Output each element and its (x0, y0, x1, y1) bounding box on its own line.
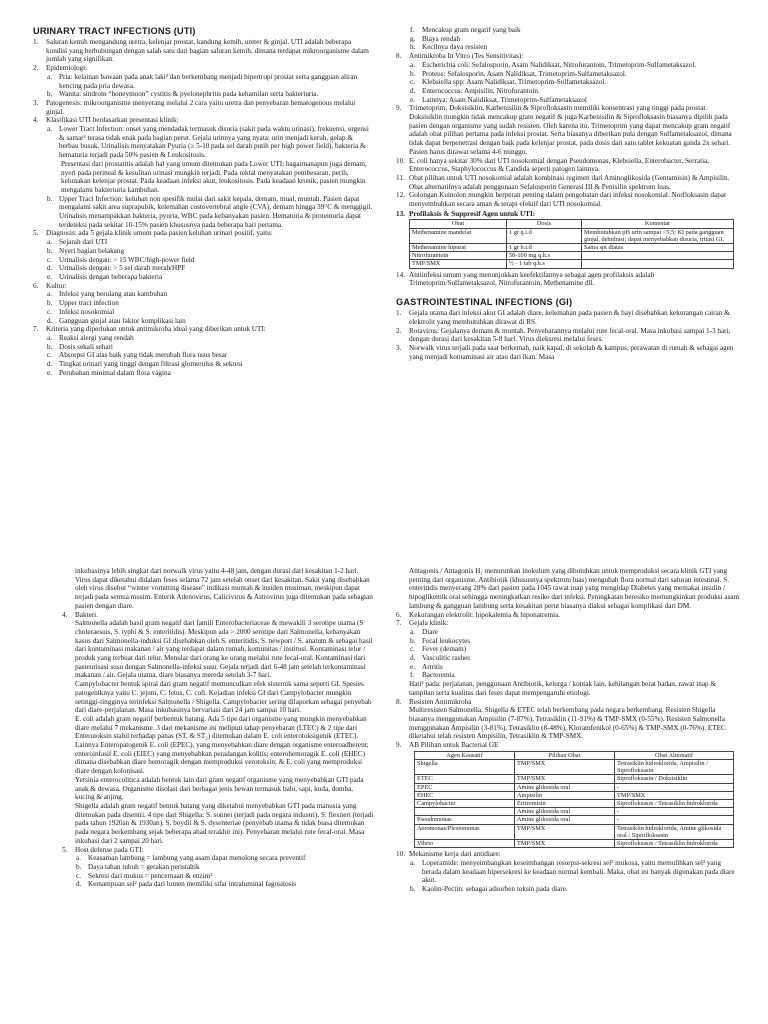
list-text: Enterococcus: Ampisilin, Nitrofurantoin. (422, 86, 540, 95)
list-text: Gejala utama dari infeksi akut GI adalah diare, kelemahan pada pasien & bayi disebabkan kekurangan cairan & elektrolit yang membutuhkan dirawat di RS. (409, 309, 730, 326)
list-text: Golongan Kuinolon mungkin berperan penting dalam pengobatan dari infeksi nosokomial. Norfloksasin dapat menyembuhkan secara aman & terapi efektif dari UTI nosokomial. (409, 191, 726, 209)
list-marker: 9. (396, 741, 402, 750)
list-marker: a. (47, 333, 52, 342)
table-row (415, 808, 734, 816)
list-marker: a. (410, 60, 415, 69)
list-text: Fecal leukocytes (422, 636, 471, 645)
table-cell: 50-100 mg q.h.s (507, 252, 582, 260)
list-item (396, 78, 741, 87)
list-text: Nyeri bagian belakang (59, 246, 125, 255)
list-marker: b. (76, 862, 82, 871)
list-item (33, 325, 373, 334)
list-marker: a. (47, 125, 52, 134)
list-text: Lainnya: Asam Nalidiksat, Trimetoprim-Sulfametaksazol (422, 95, 587, 104)
list-marker: b. (47, 90, 53, 99)
list-item (396, 611, 741, 620)
uti-list-continued (396, 26, 741, 209)
list-item (33, 273, 373, 282)
list-text: Proteus: Sefalosporin, Asam Nalidiksat, Trimetoprim-Sulfametaksazol. (422, 69, 627, 78)
table-row (410, 260, 734, 268)
list-marker: 11. (396, 173, 405, 182)
table-cell: EHEC (415, 791, 515, 799)
list-item (33, 360, 373, 369)
list-item (33, 369, 373, 378)
list-marker: 1. (33, 38, 39, 46)
list-text: Fever (demam) (422, 645, 467, 654)
table-cell: TMP/SMX (410, 260, 507, 268)
list-text: Dosis sekali sehari (59, 342, 113, 351)
list-item (396, 96, 741, 105)
list-marker: b. (47, 194, 53, 203)
prophylaxis-heading: 13. Profilaksis & Suppresif Agen untuk UTI: (396, 209, 536, 218)
table-cell: 1 gr b.i.d (507, 244, 582, 252)
table-cell: Shigella (415, 759, 515, 774)
table-cell: Eritromisin (515, 799, 615, 807)
table-row (415, 775, 734, 783)
list-text: Kultur: (46, 281, 67, 290)
list-marker: 3. (396, 343, 402, 352)
list-item (33, 38, 373, 64)
table-header: Dosis (507, 220, 582, 228)
list-marker: 1. (396, 309, 402, 318)
list-item: 14. Antiinfeksi umum yang menunjukkan keefektifannya sebagai agen profilaksis adalah Trimetoprim/Sulfametaksazol, Nitrofurantoin, Methenamine dll. (396, 270, 655, 288)
list-marker: a. (47, 238, 52, 247)
paragraph: Campylobacter bentuk spiral dari gram negatif memunculkan efek sistemik sama seperti GI. Spesies patogeniknya yaitu C. jejuni, C. fetus, C. coli. Kejadian infeksi GI dari Campylobacter mungkin setinggi-tingginya terinfeksi Salmonella / Shigella. Campylobacter sering dilaporkan sebagai penyebab dari diare-perjalanan. Masa inkubasinya bervariasi dari 24 jam sampai 10 hari. (75, 680, 372, 715)
list-marker: a. (410, 858, 415, 867)
table-cell: Campylobacter (415, 799, 515, 807)
list-item (396, 157, 741, 174)
table-cell: Methenamine hipurat (410, 244, 507, 252)
list-marker: 6. (33, 281, 39, 290)
table-cell: TMP/SMX (615, 791, 734, 799)
list-text: Epidemiologi: (46, 64, 88, 73)
table-cell: Tetrasiklin hidroklorida, Amine glikosida oral / Siprofloksasin (615, 824, 734, 839)
table-header: Komentar (582, 220, 734, 228)
list-item (396, 61, 741, 70)
list-text: Daya tahan tubuh = gerakan peristaltik (88, 862, 200, 871)
table-cell (582, 260, 734, 268)
list-marker: b. (410, 69, 416, 78)
list-marker: 10. (396, 850, 405, 859)
list-marker: c. (410, 78, 415, 87)
table-cell: Siprofloksasin / Tetrasiklin hidroklorida (615, 840, 734, 848)
list-item (62, 872, 374, 881)
list-marker: 4. (62, 610, 68, 619)
table-cell: Amine glikosida oral (515, 783, 615, 791)
list-marker: d. (76, 880, 82, 889)
list-item (33, 351, 373, 360)
antidiarrhea-list (396, 850, 741, 894)
list-marker: 5. (62, 845, 68, 854)
list-text: Upper Tract Infection: keluhan non spesifik mulai dari sakit kepala, demam, mual, muntah. Pasien dapat mengalami sakit area suprapubik, kelemahan costovertebral angle (CVA), demam hingga 39°C & menggigil. Urinalisis menampakkan bakteria, pyuria, WBC pada kebanyakan pasien. Hematuria & proteinuria dapat terdeteksi pada sekitar 10-15% pasien khususnya pada beberapa hari pertama. (59, 194, 373, 229)
list-marker: d. (47, 360, 53, 369)
list-item (396, 698, 741, 707)
list-item (396, 104, 741, 156)
list-text: Gangguan ginjal atau faktor komplikasi lain (59, 316, 186, 325)
table-row (415, 783, 734, 791)
list-item (396, 663, 741, 672)
list-marker: b. (47, 299, 53, 308)
paragraph: inkubasinya lebih singkat dari norwalk virus yaitu 4-48 jam, dengan durasi dari kesakitan 1-2 hari. Virus dapat diketahui didalam feses selama 72 jam setelah onset dari kesakitan. Sakit yang disebabkan oleh virus disebut “winter vomitting disease” indikasi muntah & insiden musiman, meskipun dapat terjadi pada semua musim. Enterik Adenovirus, Calicivirus & Astrovirus juga ditemukan pada sebagian pasien dengan diare. (75, 567, 373, 610)
paragraph: Salmonella adalah basil gram negatif dari famili Enterobacteriaceae & mewakili 3 serotipe utama (S choleraesuis, S. typhi & S. enteritidis). Meskipun ada > 2000 serotipe dari Salmonella, kebanyakan kasus dari Salmonella-induksi GI disebabkan oleh S. enteritidis, S. newport / S. anatum & sebagai hasil dari kontaminasi makanan / air yang terdapat dalam rumah, komunitas / institusi. Kontaminasi telur / produk yang terbuat dari telur. Menular dari orang ke orang melalui rute fecal-oral. Kontaminasi dari pasteurisasi susu dengan Salmonella-infeksi susu. Gejala terjadi dari 6-48 jam setelah terkontaminasi makanan / air. Gejala utama, diare biasanya mereda setelah 3-7 hari. (75, 619, 373, 680)
antibiotic-table (414, 751, 734, 848)
list-marker: 4. (33, 116, 39, 125)
paragraph: Hati² pada: perjalanan, penggunaan Antibiotik, kelurga / kontak lain, kehilangan berat badan, rawat inap & tampilan serta kualitas dari feses dapat mempengaruhi etiologi. (409, 680, 716, 697)
list-text: Pria: kelainan bawaan pada anak laki² dan berkembang menjadi hipertropi prostat serta gangguan aliran kencing pada pria dewasa. (59, 72, 358, 90)
gi-list-continued (62, 567, 374, 889)
list-item (62, 863, 374, 872)
list-marker: b. (47, 342, 53, 351)
table-row (415, 840, 734, 848)
list-marker: 6. (396, 610, 402, 619)
list-marker: 9. (396, 104, 402, 113)
list-text: Kaolin-Pectin: sebagai adsorben toksin pada diare. (422, 885, 568, 894)
list-marker: 7. (33, 325, 39, 334)
list-marker: 2. (33, 64, 39, 73)
list-text: Keasaman lambung = lambung yang asam dapat menolong secara preventif (88, 854, 306, 863)
list-item (33, 299, 373, 308)
list-marker: 10. (396, 156, 405, 165)
list-text: Diagnosis: ada 5 gejala klinik umum pada pasien keluhan urinari positif, yaitu: (46, 229, 273, 238)
list-text: Mekanisme kerja dari antidiare: (409, 850, 501, 859)
column-uti (33, 26, 373, 518)
list-item (33, 125, 373, 160)
list-item (396, 654, 741, 663)
list-text: Bacteremia (422, 671, 455, 680)
list-item (33, 343, 373, 352)
list-item (33, 64, 373, 73)
list-item (396, 637, 741, 646)
gi-list (396, 309, 741, 361)
list-marker: c. (76, 871, 81, 880)
list-marker: e. (47, 368, 52, 377)
list-text: E. coli hanya sekitar 30% dari UTI nosokomial dengan Pseudomonas, Klebsiella, Enterobacter, Serratia, Enterococcus, Staphylococcus & Candida seperti patogen lainnya. (409, 156, 710, 174)
paragraph: Shigella adalah gram negatif bentuk batang yang diketahui menyebabkan GTI pada manusia yang ditemukan pada disentri. 4 tipe dari Shigella: S. sonnei (terjadi pada negara industri), S. flexneri (terjadi pada tahun 1920an & 1930an), S. boydii & S. dysenteriae (penyebab utama & tidak biasa ditemukan pada negara berkembang sejak beberapa abad terakhir ini). Penyebaran melalui rute fecal-oral. Masa inkubasi dari 2 sampai 20 hari. (75, 801, 374, 845)
table-cell: Aeromonas/Plesiomonas (415, 824, 515, 839)
list-text: Gejala klinik: (409, 619, 449, 628)
list-item (396, 741, 741, 750)
paragraph: Antagonis / Antagonis H₂ menurunkan inokulum yang dibutuhkan untuk memproduksi secara klinik GTI yang penting dari organisme. Antibiotik (khususnya spektrum luas) mengubah flora normal dari saluran intestinal. S. enteritidis menyerang 28% dari pasien pada 1045 rawat inap yang mengidap Diabetes yang memakai insulin / hipoglikemik oral sehingga meningkatkan resiko dari infeksi. Peningkatan beresiko memungkinkan produksi asam lambung & gangguan lambung serta kesakitan perut biasanya diakui sebagai komplikasi dari DM. (409, 567, 740, 610)
prophylaxis-table (409, 219, 734, 268)
table-cell: Vibrio (415, 840, 515, 848)
table-cell: Amine glikosida oral (515, 816, 615, 824)
paragraph: Presentasi dari prostatitis adalah hal yang umum ditemukan pada Lower UTI; bagaimanapun juga demam, nyeri pada perineal & kesulitan urinasi mungkin terjadi. Pada rektal menyatakan pembesaran, perih, kelunakan kelenjar prostat. Pada keadaan infeksi akut, leukositosis. Pada keadaan kronik, pasien mungkin mengalami bakteriuria kambuhan. (61, 159, 367, 194)
list-item (396, 35, 741, 44)
list-text: Kecilnya daya resisten (422, 43, 488, 52)
column-gi-treatment (396, 567, 741, 1017)
list-text: Rotavirus: Gejalanya demam & muntah. Penyebarannya melalui rute fecal-oral. Masa inkubasi sampai 1-3 hari, dengan durasi dari kesakitan 5-8 hari. Virus dieksresi melalui feses. (409, 326, 731, 344)
table-row (410, 252, 734, 260)
list-text: Sekresi dari mukus = pencernaan & enzim² (88, 871, 213, 880)
list-marker: d. (410, 654, 416, 663)
list-text: Urinalisis dengan: > 5 sel darah merah/HPF (59, 264, 186, 273)
list-text: Norwalk virus terjadi pada saat berkemah, naik kapal, di sekolah & kampus, perawatan di rumah & sebagai agen yang menjadi kontaminasi air atau dari ikan. Masa (409, 343, 734, 361)
list-text: Infeksi nosokomial (59, 307, 115, 316)
list-marker: g. (410, 34, 416, 43)
list-text: Resisten Antimikroba (409, 697, 472, 706)
list-marker: d. (47, 316, 53, 325)
list-marker: e. (410, 662, 415, 671)
list-marker: b. (410, 885, 416, 894)
table-cell: TMP/SMX (515, 840, 615, 848)
list-item (396, 191, 741, 208)
list-item (396, 70, 741, 79)
table-cell (415, 808, 515, 816)
list-item (33, 317, 373, 326)
list-item (396, 628, 741, 637)
list-text: Antimikroba In Vitro (Tes Sensitivitas): (409, 52, 524, 61)
table-cell: - (615, 808, 734, 816)
list-text: Wanita: sindrom “honeymoon” cystitis & pyelonephritis pada kehamilan serta bakteriuria. (59, 90, 319, 99)
table-cell: Siprofloksasin / Tetrasiklin hidroklorida (615, 799, 734, 807)
list-item (33, 308, 373, 317)
table-header: Agen Kausatif (415, 751, 515, 759)
list-text: Diare (422, 627, 438, 636)
table-cell: TMP/SMX (515, 759, 615, 774)
list-text: Klebsiella spp: Asam Nalidiksat, Trimetoprim-Sulfametaksazol. (422, 78, 607, 87)
list-text: Urinalisis dengan: > 15 WBC/high-power field (59, 255, 195, 264)
list-marker: a. (47, 72, 52, 81)
list-text: Sejarah dari UTI (59, 238, 108, 247)
list-marker: a. (410, 627, 415, 636)
uti-list (33, 38, 373, 377)
gi-list-continued-2 (396, 567, 741, 750)
list-item (33, 256, 373, 265)
paragraph: E. coli adalah gram negatif berbentuk batang. Ada 5 tipe dari organisme yang mungkin menyebabkan diare melalui 7 mekanisme. 3 dari mekanisme ini meliputi tahap penyebaran (LTEC) & 2 tipe dari Enterotoksin stabil terhadap panas (ST, & ST₂) ditemukan dalam E. coli enterotoksigenik (ETEC). Lainnya Enteropatogenik E. coli (EPEC), yang menyebabkan diare dengan organisme enteroadherent; enteroinfasif E. coli (EIEC) yang menyebabkan peradangan kolitis; enterohemoragik E. coli (EHEC) dimana disebabkan diare hemoragik dengan memproduksi verotoksin; & E. coli yang memproduksi diare dengan kolonisasi. (75, 714, 369, 776)
list-item (396, 645, 741, 654)
uti-heading: URINARY TRACT INFECTIONS (UTI) (33, 26, 196, 36)
table-row (415, 759, 734, 774)
list-item (33, 229, 373, 238)
list-item (396, 26, 741, 35)
list-text: Patogenesis: mikroorganisme menyerang melalui 2 cara yaitu uretra dan penyebaran hematogenous melalui ginjal. (46, 98, 356, 116)
list-marker: 3. (33, 98, 39, 107)
list-text: Host defense pada GTI: (75, 845, 144, 854)
list-marker: d. (47, 264, 53, 273)
list-item (396, 859, 741, 885)
list-text: Absorpsi GI atas baik yang tidak merubah flora usus besar (59, 351, 228, 360)
list-item (62, 846, 374, 855)
list-text: Tingkat urinari yang tinggi dengan filtrasi glomerulus & sekresi (59, 360, 243, 369)
list-text: Reaksi alergi yang rendah (59, 333, 134, 342)
list-text: Artritis (422, 662, 443, 671)
list-item (33, 290, 373, 299)
list-item (396, 327, 741, 344)
list-item (33, 90, 373, 99)
table-row (415, 816, 734, 824)
table-cell: - (615, 816, 734, 824)
list-text: AB Pilihan untuk Bacterial GE (409, 741, 499, 750)
list-marker: c. (47, 307, 52, 316)
table-row (415, 791, 734, 799)
table-cell: Amine glikosida oral (515, 808, 615, 816)
list-text: Klasifikasi UTI berdasarkan presentasi klinik: (46, 116, 179, 125)
table-row (410, 228, 734, 243)
list-text: Saluran kemih mengandung uretra, kelenjar prostat, kandung kemih, ureter & ginjal. UTI adalah beberapa kondisi yang berhubungan dengan salah satu dari bagian saluran kemih, dimana terdapat mikroorganisme dalam jumlah yang signifikan. (46, 38, 369, 64)
list-item (33, 116, 373, 125)
list-marker: c. (47, 255, 52, 264)
table-cell: TMP/SMX (515, 824, 615, 839)
list-item (396, 309, 741, 326)
list-item (396, 43, 741, 52)
list-item (396, 344, 741, 361)
table-cell: Pseudomonas (415, 816, 515, 824)
table-cell: - (615, 783, 734, 791)
table-cell: TMP/SMX (515, 775, 615, 783)
list-item (33, 238, 373, 247)
list-text: Urinalisis dengan beberapa bakteria (59, 272, 163, 281)
list-text: Biaya rendah (422, 34, 461, 43)
list-text: Infeksi yang berulang atau kambuhan (59, 290, 168, 299)
table-cell: Nitrofurantoin (410, 252, 507, 260)
table-row (415, 799, 734, 807)
list-item (396, 619, 741, 628)
table-cell: ETEC (415, 775, 515, 783)
list-marker: 12. (396, 191, 405, 200)
list-marker: f. (410, 26, 415, 34)
list-item (396, 174, 741, 191)
list-item (62, 611, 374, 620)
list-item (396, 87, 741, 96)
list-marker: e. (410, 95, 415, 104)
list-marker: d. (410, 86, 416, 95)
table-cell: Siprofloksasin / Doksisiklin (615, 775, 734, 783)
list-text: Obat pilihan untuk UTI nosokomial adalah kombinasi regimen dari Aminoglikosida (Gentamisin) & Ampisilin. Obat alternatifnya adalah penggunaan Sefalosporin Generasi III & Penisilin spektrum luas. (409, 173, 730, 191)
list-text: Bakteri. (75, 610, 98, 619)
list-marker: c. (47, 351, 52, 360)
list-item (33, 99, 373, 116)
list-marker: 8. (396, 52, 402, 61)
table-cell: Ampisilin (515, 791, 615, 799)
list-text: Kekurangan elektrolit: hipokalemia & hiponatremia. (409, 610, 561, 619)
list-item (33, 282, 373, 291)
list-marker: c. (410, 645, 415, 654)
list-text: Trimetoprim, Doksisiklin, Karbenisilin & Siprofloksasin memiliki konsentrasi yang tinggi pada prostat. Doksisiklin mungkin tidak mencakup gram negatif & juga Karbenisilin & Siprofloksasin biasanya dipilih pada pasien dengan organisme yang sudah resisten. Oleh karena itu, Trimetoprim yang dapat mencakup gram negatif adalah obat pilihan pertama pada infeksi prostat. Serta biasanya diberikan pula dengan Sulfametaksazol, dimana tidak dapat berpenetrasi dengan baik pada kelenjar prostat, pada dosis dari satu tablet kekuatan ganda 2x sehari. Pasien harus dirawat selama 4-6 minggu. (409, 104, 732, 156)
gi-heading: GASTROINTESTINAL INFECTIONS (GI) (396, 297, 573, 308)
list-item (33, 73, 373, 90)
paragraph: Multiresisten Salmonella, Shigella & ETEC telah berkembang pada negara berkembang. Resisten Shigella biasanya menggunakan Ampisilin (7-87%), Tetrasiklin (11-91%) & TMP-SMX (0-55%). Resisten Salmonella menggunakan Ampisilin (3-81%), Tetrasiklin (8-48%), Kloramfenikol (0-65%) & TMP-SMX (0-76%). ETEC diketahui telah resisten Ampisilin, Tetrasiklin & TMP-SMX. (409, 706, 726, 741)
table-header: Obat (410, 220, 507, 228)
table-cell: Tetrasiklin hidroklorida, Ampisilin / Siprofloksasin (615, 759, 734, 774)
table-cell: EPEC (415, 783, 515, 791)
list-text: Mencakup gram negatif yang baik (422, 26, 521, 34)
list-item (33, 264, 373, 273)
list-marker: a. (76, 854, 81, 863)
table-row (410, 244, 734, 252)
list-marker: h. (410, 43, 416, 52)
list-text: Vasculitic rashes (422, 654, 471, 663)
list-marker: f. (410, 671, 415, 680)
list-marker: b. (47, 246, 53, 255)
list-text: Perubahan minimal dalam flora vagina (59, 368, 171, 377)
column-uti-continued (396, 26, 741, 514)
list-item (33, 247, 373, 256)
table-cell: Sama spt diatas (582, 244, 734, 252)
list-marker: 5. (33, 229, 39, 238)
list-text: Kriteria yang diperlukan untuk antimikroba ideal yang diberikan untuk UTI: (46, 325, 266, 334)
list-marker: a. (47, 290, 52, 299)
paragraph: Yersinia enterocolitica adalah bentuk lain dari gram negatif organisme yang menyebabkan GTI pada anak & dewasa. Organisme disolasi dari berbagai jenis hewan termasuk babi, sapi, kuda, domba, kucing & anjing. (75, 775, 364, 802)
list-text: Loperamide: menyeimbangkan keseimbangan resorpsi-sekresi sel² mukosa, yaitu memulihkan sel² yang berada dalam keadaan hipersekresi ke keadaan normal kembali. Maka, obat ini banyak digunakan pada diare akut. (422, 858, 735, 885)
list-item (33, 334, 373, 343)
list-text: Upper tract infection (59, 299, 119, 308)
list-marker: 2. (396, 326, 402, 335)
table-cell: 1 gr q.i.d (507, 228, 582, 243)
list-text: Escherichia coli: Sefalosporin, Asam Nalidiksat, Nitrofurantoin, Trimetoprim-Sulfametaksazol. (422, 60, 697, 69)
list-item (396, 885, 741, 894)
list-text: Lower Tract Infection: onset yang mendadak termasuk disuria (sakit pada waktu urinasi), frekuensi, urgensi & samar² terasa tidak enak pada bagian perut. Gejala urinnya yang nyata: urin menjadi keruh, gelap & berbau busuk. Urinalisis menyatakan Pyuria (≥ 5-10 pada sel darah putih per high power field), bakteria & hematuria terjadi pada 50% pasien & Leukositosis. (59, 125, 369, 160)
list-marker: b. (410, 636, 416, 645)
list-item (396, 52, 741, 61)
table-cell: ½ - 1 tab q.h.s (507, 260, 582, 268)
list-item (62, 880, 374, 889)
list-item (396, 671, 741, 680)
list-marker: 8. (396, 697, 402, 706)
table-cell: Membutuhkan pH urin sampai <5,5; KI pada gangguan ginjal, dehidrasi; dapat menyebabkan disuria, iritasi GI. (582, 228, 734, 243)
table-row (415, 824, 734, 839)
list-marker: 7. (396, 619, 402, 628)
table-header: Obat Alternatif (615, 751, 734, 759)
table-cell (582, 252, 734, 260)
table-header: Pilihan Obat (515, 751, 615, 759)
table-cell: Methenamine mandelat (410, 228, 507, 243)
list-item (396, 850, 741, 859)
list-item (62, 854, 374, 863)
list-marker: e. (47, 272, 52, 281)
column-gi-bacteria (62, 567, 374, 1017)
list-item (33, 195, 373, 230)
list-text: Kemampuan sel² pada dari lumen memiliki sifat intraluminal fagositosis (88, 880, 297, 889)
